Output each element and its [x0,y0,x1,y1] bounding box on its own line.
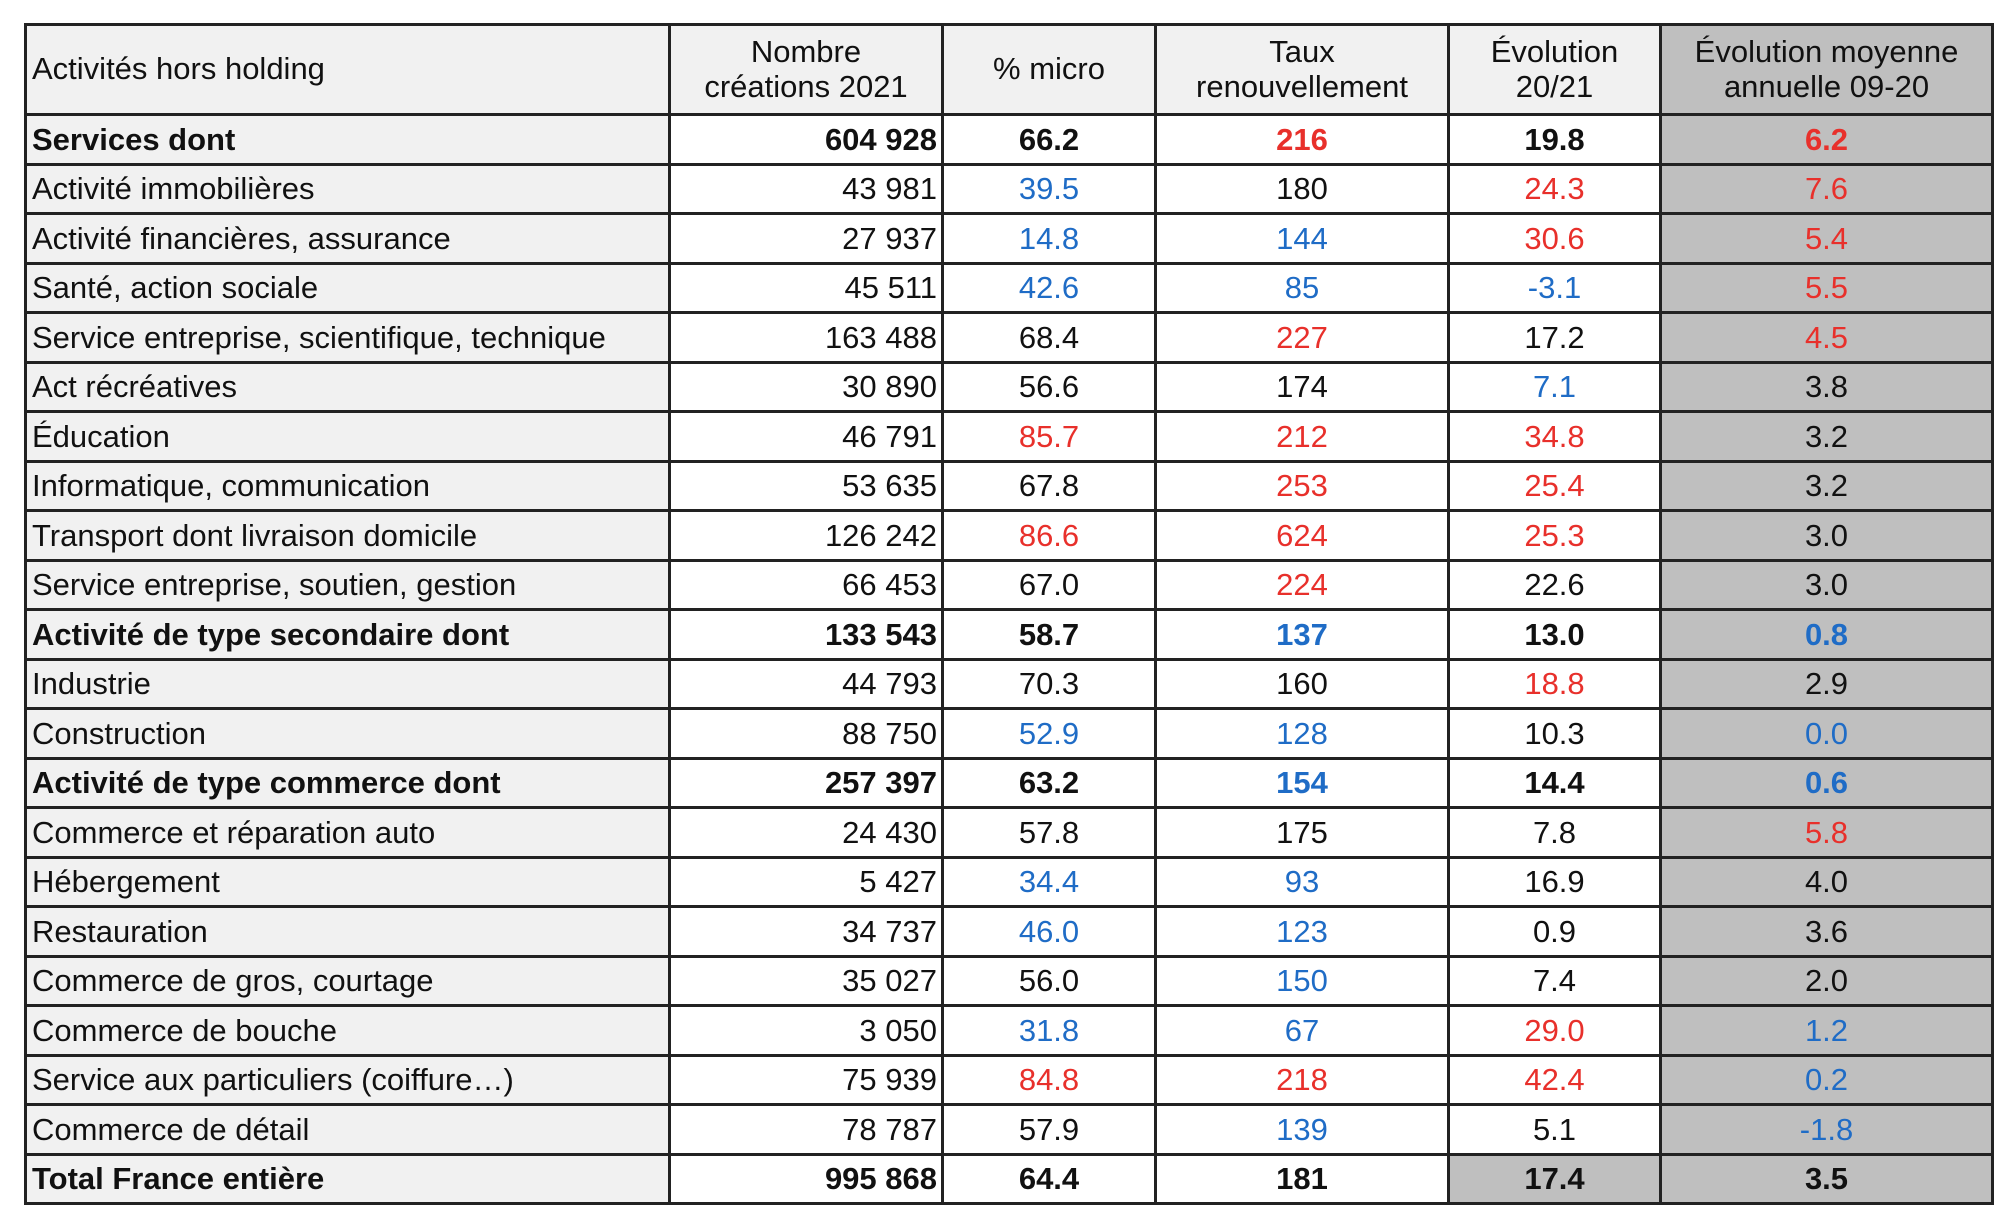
cell-pct-micro: 14.8 [943,214,1156,264]
row-label: Commerce et réparation auto [26,808,670,858]
table-row [26,907,1993,957]
cell-nombre-creations: 34 737 [670,907,943,957]
cell-pct-micro: 57.9 [943,1105,1156,1155]
row-label: Commerce de gros, courtage [26,956,670,1006]
cell-taux-renouvellement: 128 [1156,709,1449,759]
cell-pct-micro: 67.8 [943,461,1156,511]
row-label: Éducation [26,412,670,462]
cell-nombre-creations: 27 937 [670,214,943,264]
cell-evolution-20-21: 25.3 [1449,511,1661,561]
cell-evolution-20-21: 19.8 [1449,115,1661,165]
cell-evolution-20-21: 34.8 [1449,412,1661,462]
cell-nombre-creations: 3 050 [670,1006,943,1056]
cell-evolution-20-21: 10.3 [1449,709,1661,759]
cell-pct-micro: 85.7 [943,412,1156,462]
header-evolution-moyenne: Évolution moyenne annuelle 09-20 [1661,25,1993,115]
row-label: Construction [26,709,670,759]
table-row [26,461,1993,511]
cell-nombre-creations: 126 242 [670,511,943,561]
cell-evolution-moyenne: 0.2 [1661,1055,1993,1105]
cell-evolution-moyenne: 1.2 [1661,1006,1993,1056]
cell-pct-micro: 34.4 [943,857,1156,907]
cell-nombre-creations: 133 543 [670,610,943,660]
cell-evolution-moyenne: -1.8 [1661,1105,1993,1155]
cell-evolution-20-21: 14.4 [1449,758,1661,808]
cell-taux-renouvellement: 154 [1156,758,1449,808]
cell-nombre-creations: 53 635 [670,461,943,511]
row-label: Act récréatives [26,362,670,412]
table-row [26,115,1993,165]
cell-taux-renouvellement: 137 [1156,610,1449,660]
header-nombre-creations: Nombre créations 2021 [670,25,943,115]
cell-taux-renouvellement: 224 [1156,560,1449,610]
table-row [26,659,1993,709]
cell-pct-micro: 52.9 [943,709,1156,759]
cell-pct-micro: 63.2 [943,758,1156,808]
cell-evolution-moyenne: 7.6 [1661,164,1993,214]
cell-pct-micro: 57.8 [943,808,1156,858]
cell-evolution-20-21: 7.4 [1449,956,1661,1006]
row-label: Activité financières, assurance [26,214,670,264]
table-row [26,709,1993,759]
cell-evolution-moyenne: 5.4 [1661,214,1993,264]
cell-pct-micro: 42.6 [943,263,1156,313]
cell-evolution-20-21: 24.3 [1449,164,1661,214]
cell-evolution-20-21: 7.8 [1449,808,1661,858]
table-row [26,758,1993,808]
cell-nombre-creations: 30 890 [670,362,943,412]
cell-evolution-moyenne: 5.5 [1661,263,1993,313]
table-row [26,1006,1993,1056]
row-label: Transport dont livraison domicile [26,511,670,561]
row-label: Industrie [26,659,670,709]
cell-evolution-20-21: 17.2 [1449,313,1661,363]
header-activites: Activités hors holding [26,25,670,115]
row-label: Service entreprise, scientifique, technique [26,313,670,363]
cell-taux-renouvellement: 160 [1156,659,1449,709]
cell-taux-renouvellement: 216 [1156,115,1449,165]
table-row [26,1055,1993,1105]
cell-evolution-moyenne: 6.2 [1661,115,1993,165]
cell-nombre-creations: 163 488 [670,313,943,363]
table-row [26,164,1993,214]
row-label: Service entreprise, soutien, gestion [26,560,670,610]
row-label: Total France entière [26,1154,670,1204]
cell-evolution-20-21: 22.6 [1449,560,1661,610]
header-evolution-20-21: Évolution 20/21 [1449,25,1661,115]
table-row [26,412,1993,462]
cell-pct-micro: 39.5 [943,164,1156,214]
cell-evolution-moyenne: 3.8 [1661,362,1993,412]
cell-pct-micro: 31.8 [943,1006,1156,1056]
table-row [26,610,1993,660]
header-taux-renouvellement: Taux renouvellement [1156,25,1449,115]
cell-nombre-creations: 78 787 [670,1105,943,1155]
cell-pct-micro: 70.3 [943,659,1156,709]
activity-creations-table [24,23,1994,1205]
cell-pct-micro: 68.4 [943,313,1156,363]
row-label: Services dont [26,115,670,165]
cell-evolution-moyenne: 3.2 [1661,461,1993,511]
cell-pct-micro: 56.6 [943,362,1156,412]
cell-evolution-20-21: 0.9 [1449,907,1661,957]
cell-evolution-moyenne: 2.0 [1661,956,1993,1006]
cell-nombre-creations: 46 791 [670,412,943,462]
cell-nombre-creations: 24 430 [670,808,943,858]
row-label: Santé, action sociale [26,263,670,313]
table-row [26,511,1993,561]
cell-nombre-creations: 5 427 [670,857,943,907]
cell-evolution-moyenne: 0.0 [1661,709,1993,759]
table-row [26,808,1993,858]
cell-taux-renouvellement: 93 [1156,857,1449,907]
cell-evolution-moyenne: 3.6 [1661,907,1993,957]
cell-taux-renouvellement: 144 [1156,214,1449,264]
table-row [26,313,1993,363]
row-label: Hébergement [26,857,670,907]
row-label: Activité de type commerce dont [26,758,670,808]
table-body [26,115,1993,1204]
table-row [26,263,1993,313]
cell-evolution-20-21: 16.9 [1449,857,1661,907]
cell-pct-micro: 56.0 [943,956,1156,1006]
table-row [26,214,1993,264]
row-label: Commerce de bouche [26,1006,670,1056]
row-label: Restauration [26,907,670,957]
cell-taux-renouvellement: 180 [1156,164,1449,214]
row-label: Activité de type secondaire dont [26,610,670,660]
cell-evolution-moyenne: 4.0 [1661,857,1993,907]
cell-taux-renouvellement: 150 [1156,956,1449,1006]
cell-nombre-creations: 257 397 [670,758,943,808]
cell-taux-renouvellement: 227 [1156,313,1449,363]
cell-evolution-20-21: 29.0 [1449,1006,1661,1056]
cell-taux-renouvellement: 139 [1156,1105,1449,1155]
cell-pct-micro: 84.8 [943,1055,1156,1105]
table-row [26,560,1993,610]
cell-evolution-20-21: 42.4 [1449,1055,1661,1105]
cell-evolution-20-21: 18.8 [1449,659,1661,709]
cell-evolution-moyenne: 3.0 [1661,560,1993,610]
table-row [26,362,1993,412]
cell-taux-renouvellement: 181 [1156,1154,1449,1204]
cell-evolution-20-21: 5.1 [1449,1105,1661,1155]
cell-evolution-moyenne: 0.8 [1661,610,1993,660]
cell-pct-micro: 58.7 [943,610,1156,660]
cell-nombre-creations: 604 928 [670,115,943,165]
cell-nombre-creations: 66 453 [670,560,943,610]
cell-taux-renouvellement: 212 [1156,412,1449,462]
cell-pct-micro: 67.0 [943,560,1156,610]
cell-nombre-creations: 44 793 [670,659,943,709]
cell-evolution-moyenne: 3.2 [1661,412,1993,462]
header-pct-micro: % micro [943,25,1156,115]
cell-nombre-creations: 75 939 [670,1055,943,1105]
cell-evolution-20-21: 25.4 [1449,461,1661,511]
cell-pct-micro: 86.6 [943,511,1156,561]
data-table-container [24,23,1994,1205]
cell-evolution-moyenne: 3.0 [1661,511,1993,561]
cell-taux-renouvellement: 123 [1156,907,1449,957]
cell-pct-micro: 64.4 [943,1154,1156,1204]
cell-nombre-creations: 45 511 [670,263,943,313]
cell-nombre-creations: 995 868 [670,1154,943,1204]
cell-taux-renouvellement: 253 [1156,461,1449,511]
cell-taux-renouvellement: 624 [1156,511,1449,561]
cell-nombre-creations: 35 027 [670,956,943,1006]
table-row [26,857,1993,907]
cell-evolution-20-21: 17.4 [1449,1154,1661,1204]
cell-evolution-moyenne: 4.5 [1661,313,1993,363]
cell-evolution-20-21: 7.1 [1449,362,1661,412]
cell-evolution-moyenne: 5.8 [1661,808,1993,858]
cell-evolution-20-21: 13.0 [1449,610,1661,660]
row-label: Service aux particuliers (coiffure…) [26,1055,670,1105]
cell-nombre-creations: 43 981 [670,164,943,214]
cell-pct-micro: 66.2 [943,115,1156,165]
header-row [26,25,1993,115]
cell-evolution-moyenne: 3.5 [1661,1154,1993,1204]
cell-nombre-creations: 88 750 [670,709,943,759]
cell-taux-renouvellement: 67 [1156,1006,1449,1056]
cell-evolution-20-21: -3.1 [1449,263,1661,313]
cell-pct-micro: 46.0 [943,907,1156,957]
cell-evolution-moyenne: 0.6 [1661,758,1993,808]
row-label: Commerce de détail [26,1105,670,1155]
cell-taux-renouvellement: 218 [1156,1055,1449,1105]
row-label: Activité immobilières [26,164,670,214]
cell-taux-renouvellement: 175 [1156,808,1449,858]
table-row [26,956,1993,1006]
table-row [26,1105,1993,1155]
cell-evolution-moyenne: 2.9 [1661,659,1993,709]
row-label: Informatique, communication [26,461,670,511]
table-row [26,1154,1993,1204]
cell-taux-renouvellement: 174 [1156,362,1449,412]
cell-evolution-20-21: 30.6 [1449,214,1661,264]
cell-taux-renouvellement: 85 [1156,263,1449,313]
